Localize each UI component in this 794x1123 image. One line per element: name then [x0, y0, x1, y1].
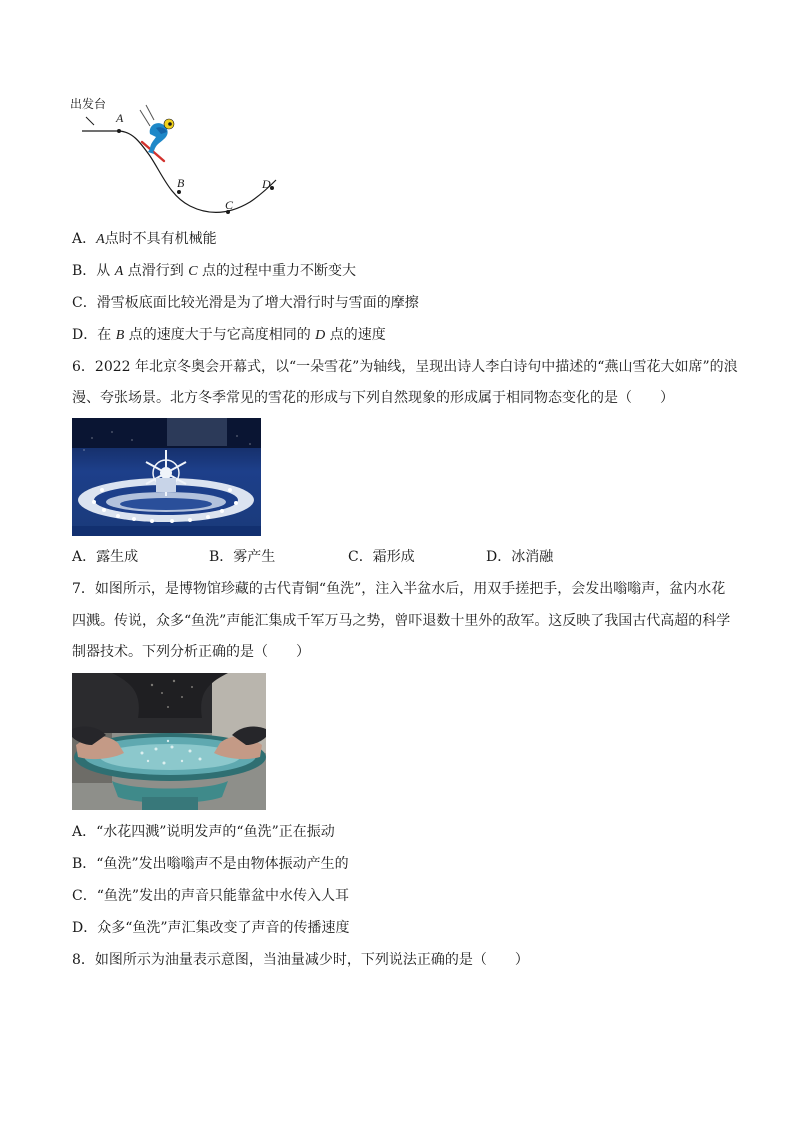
q7-stem-line2: 四溅。传说，众多“鱼洗”声能汇集成千军万马之势，曾吓退数十里外的敌军。这反映了我国古代高超的科学 — [72, 613, 731, 629]
point-a-dot — [117, 129, 121, 133]
point-d-label: D — [262, 177, 271, 191]
q6-stem-line1: 6．2022 年北京冬奥会开幕式，以“一朵雪花”为轴线，呈现出诗人李白诗句中描述的“燕山雪花大如席”的浪 — [72, 359, 738, 375]
q6-stem-line2: 漫、夸张场景。北方冬季常见的雪花的形成与下列自然现象的形成属于相同物态变化的是（ ） — [72, 390, 674, 406]
ski-track-diagram — [70, 94, 290, 220]
q6-choice-b: B．雾产生 — [209, 549, 276, 565]
q7-option-c: C．“鱼洗”发出的声音只能靠盆中水传入人耳 — [72, 888, 350, 904]
start-platform-label: 出发台 — [70, 97, 107, 111]
q5-option-b: B．从 A 点滑行到 C 点的过程中重力不断变大 — [72, 263, 357, 279]
skier-icon — [140, 105, 174, 161]
start-pointer-line — [86, 117, 94, 125]
ski-track-svg — [70, 94, 290, 220]
point-a-label: A — [116, 111, 124, 125]
point-b-label: B — [177, 176, 185, 190]
q6-choice-c: C．霜形成 — [348, 549, 415, 565]
q5-option-a: A．A点时不具有机械能 — [72, 231, 217, 247]
q7-option-a: A．“水花四溅”说明发声的“鱼洗”正在振动 — [72, 824, 335, 840]
q7-stem-line1: 7．如图所示，是博物馆珍藏的古代青铜“鱼洗”，注入半盆水后，用双手搓把手，会发出嗡嗡声，盆内水花 — [72, 581, 726, 597]
q7-option-d: D．众多“鱼洗”声汇集改变了声音的传播速度 — [72, 920, 350, 936]
snowflake-ceremony-photo — [72, 418, 261, 536]
q6-choice-d: D．冰消融 — [486, 549, 554, 565]
q5-option-c: C．滑雪板底面比较光滑是为了增大滑行时与雪面的摩擦 — [72, 295, 419, 311]
q8-stem-line1: 8．如图所示为油量表示意图，当油量减少时，下列说法正确的是（ ） — [72, 952, 529, 968]
point-c-label: C — [225, 198, 234, 212]
q7-stem-line3: 制器技术。下列分析正确的是（ ） — [72, 644, 310, 660]
q6-choice-a: A．露生成 — [72, 549, 139, 565]
bronze-basin-photo — [72, 673, 266, 810]
q5-option-d: D．在 B 点的速度大于与它高度相同的 D 点的速度 — [72, 327, 386, 343]
q7-option-b: B．“鱼洗”发出嗡嗡声不是由物体振动产生的 — [72, 856, 349, 872]
